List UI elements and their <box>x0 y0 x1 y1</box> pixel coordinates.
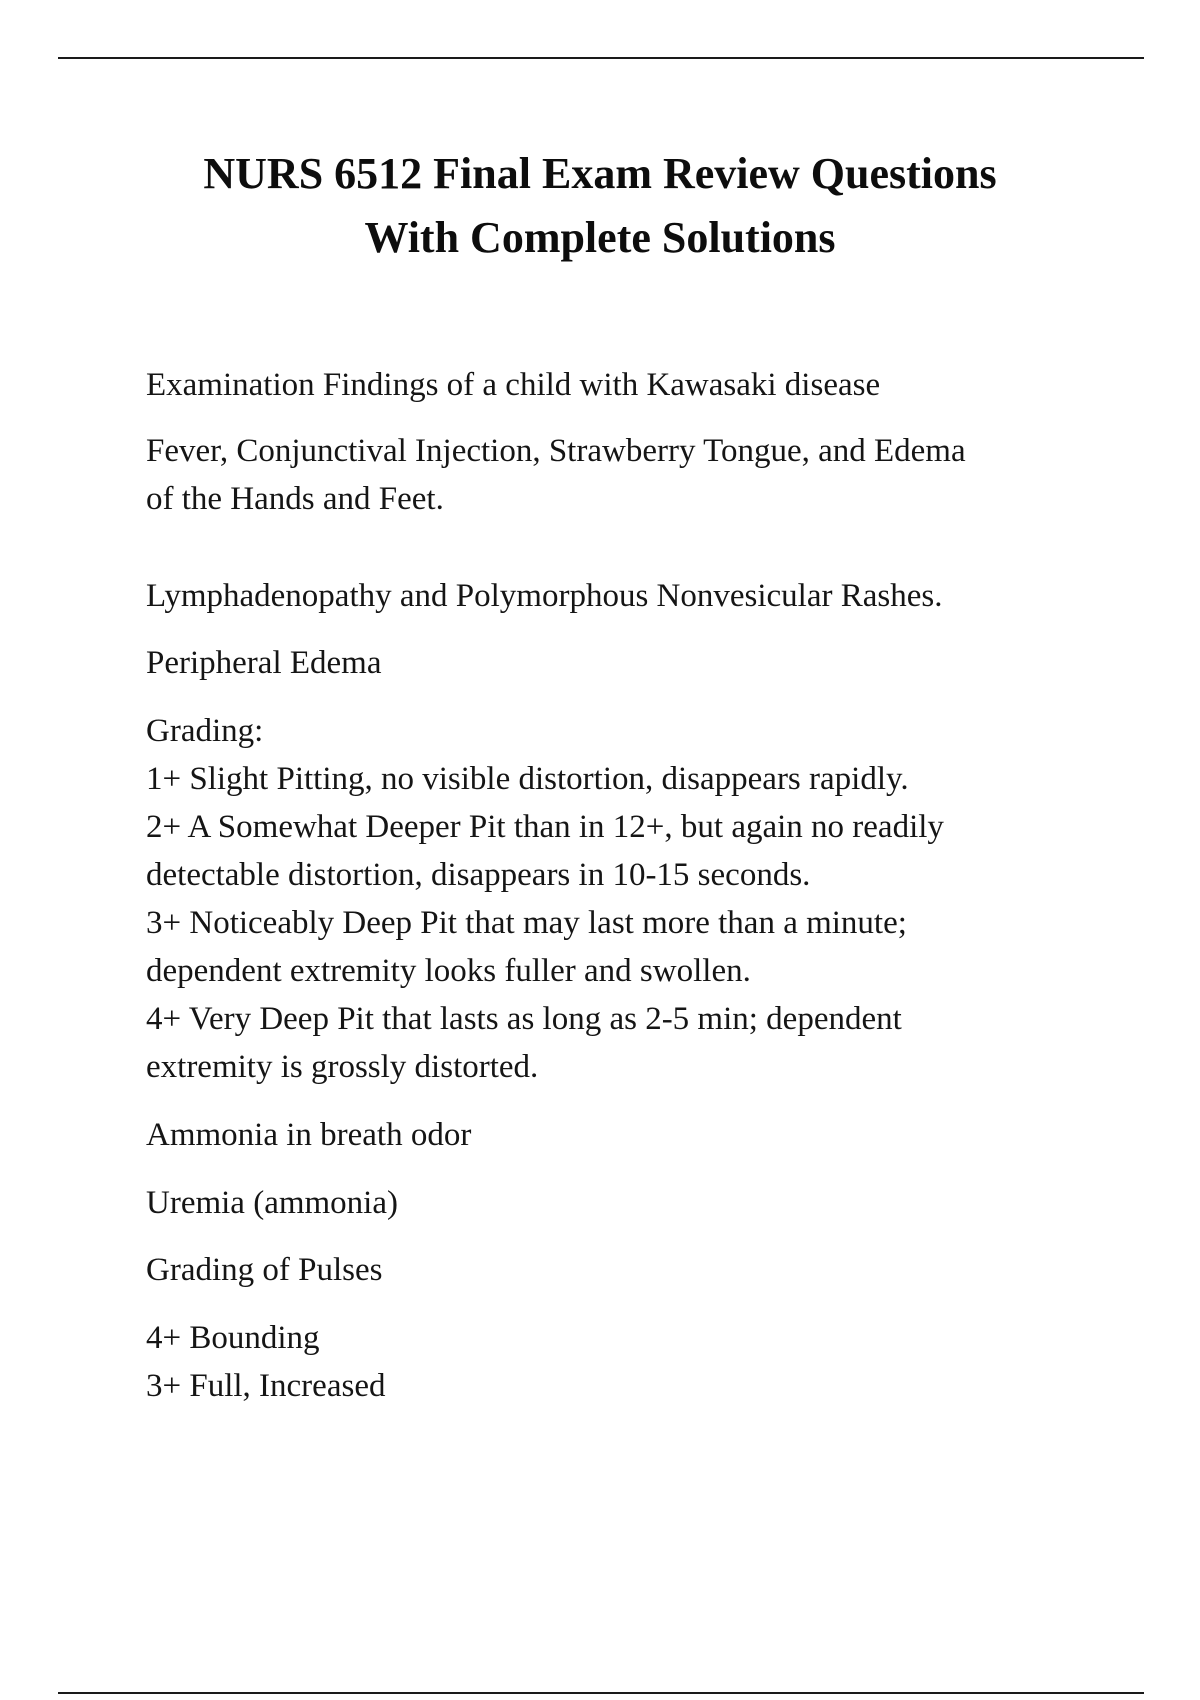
grading-4plus-line-1: 4+ Very Deep Pit that lasts as long as 2-5 min; dependent <box>146 1001 902 1037</box>
top-rule <box>58 57 1144 59</box>
grading-1plus: 1+ Slight Pitting, no visible distortion, disappears rapidly. <box>146 761 909 797</box>
question-peripheral-edema: Peripheral Edema <box>146 645 382 681</box>
grading-3plus-line-2: dependent extremity looks fuller and swollen. <box>146 953 751 989</box>
pulse-4plus: 4+ Bounding <box>146 1320 320 1356</box>
question-pulse-grading: Grading of Pulses <box>146 1252 383 1288</box>
title-line-1: NURS 6512 Final Exam Review Questions <box>203 149 997 198</box>
answer-grading-heading: Grading: <box>146 713 264 749</box>
grading-2plus-line-2: detectable distortion, disappears in 10-15 seconds. <box>146 857 811 893</box>
grading-3plus-line-1: 3+ Noticeably Deep Pit that may last more than a minute; <box>146 905 907 941</box>
question-ammonia: Ammonia in breath odor <box>146 1117 472 1153</box>
answer-kawasaki-line-2: of the Hands and Feet. <box>146 481 444 517</box>
question-kawasaki: Examination Findings of a child with Kawasaki disease <box>146 367 881 403</box>
grading-4plus-line-2: extremity is grossly distorted. <box>146 1049 539 1085</box>
document-title <box>0 142 1200 270</box>
grading-2plus-line-1: 2+ A Somewhat Deeper Pit than in 12+, but again no readily <box>146 809 944 845</box>
bottom-rule <box>58 1692 1144 1694</box>
answer-kawasaki-line-1: Fever, Conjunctival Injection, Strawberry Tongue, and Edema <box>146 433 966 469</box>
answer-uremia: Uremia (ammonia) <box>146 1185 398 1221</box>
answer-kawasaki-line-3: Lymphadenopathy and Polymorphous Nonvesicular Rashes. <box>146 578 943 614</box>
title-line-2: With Complete Solutions <box>364 213 836 262</box>
pulse-3plus: 3+ Full, Increased <box>146 1368 386 1404</box>
